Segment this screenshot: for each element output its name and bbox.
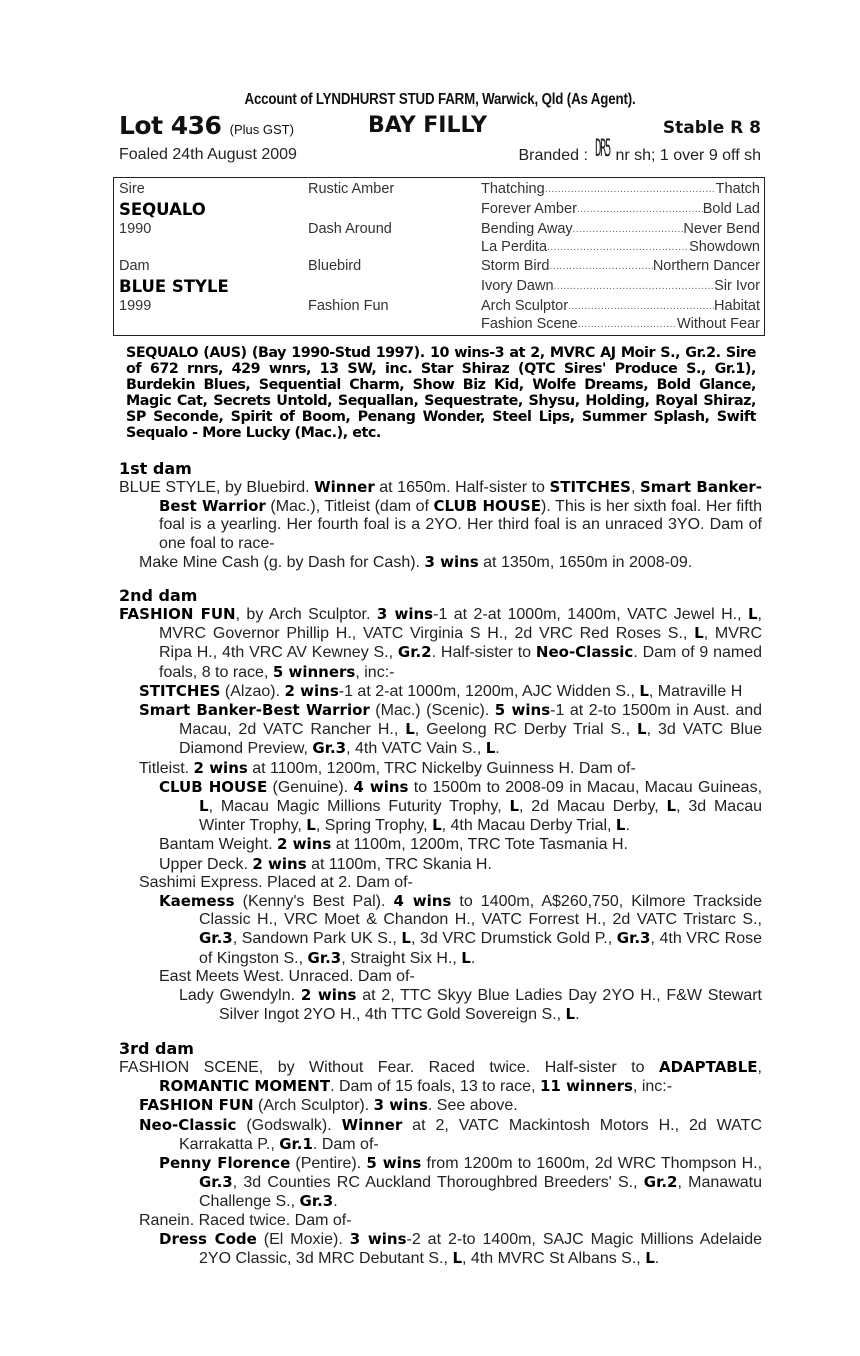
- pedigree-entry: East Meets West. Unraced. Dam of-: [159, 967, 415, 985]
- bold-text: 3 wins: [376, 605, 434, 623]
- bold-text: Kaemess: [159, 892, 235, 911]
- sire-sire: Rustic Amber: [308, 181, 395, 197]
- dam-label: Dam: [119, 258, 150, 274]
- bold-text: 2 wins: [300, 986, 357, 1005]
- branded-label: Branded :: [518, 147, 588, 164]
- section-heading: 2nd dam: [119, 586, 198, 605]
- bold-text: Gr.3: [199, 929, 233, 948]
- pedigree-entry: Bantam Weight. 2 wins at 1100m, 1200m, TRC Tote Tasmania H.: [159, 835, 628, 854]
- bold-text: 2 wins: [252, 854, 307, 873]
- bold-text: L: [666, 797, 677, 816]
- lot-row: [119, 112, 761, 140]
- bold-text: Neo-Classic: [139, 1115, 237, 1134]
- first-dam-progeny: Make Mine Cash (g. by Dash for Cash). 3 wins at 1350m, 1650m in 2008-09.: [139, 552, 693, 571]
- grandparent-row: Fashion Scene ..... Without Fear: [481, 315, 760, 334]
- lot-number: [119, 112, 294, 144]
- pedigree-entry: Neo-Classic (Godswalk). Winner at 2, VATC Mackintosh Motors H., 2d WATC Karrakatta P., Gr.1. Dam of-: [139, 1115, 762, 1153]
- pedigree-entry: FASHION FUN, by Arch Sculptor. 3 wins-1 at 2-at 1000m, 1400m, VATC Jewel H., L, MVRC Governor Phillip H., VATC Virginia S H., 2d VRC Red Roses S., L, MVRC Ripa H., 4th VRC AV Kewney S., Gr.2. Half-sister to Neo-Classic. Dam of 9 named foals, 8 to race, 5 winners, inc:-: [119, 605, 763, 681]
- bold-text: ADAPTABLE: [658, 1058, 758, 1076]
- bold-text: Gr.2: [643, 1173, 678, 1192]
- bold-text: L: [639, 681, 649, 700]
- pedigree-entry: Ranein. Raced twice. Dam of-: [139, 1211, 352, 1229]
- bold-text: L: [461, 948, 471, 967]
- sire-dam: Dash Around: [308, 221, 392, 237]
- bold-text: L: [645, 1249, 655, 1268]
- pedigree-entry: CLUB HOUSE (Genuine). 4 wins to 1500m to 2008-09 in Macau, Macau Guineas, L, Macau Magic Millions Futurity Trophy, L, 2d Macau Derby, L, 3d Macau Winter Trophy, L, Spring Trophy, L, 4th Macau Derby Trial, L.: [159, 777, 763, 835]
- bold-text: STITCHES: [549, 478, 631, 496]
- catalogue-page-header: [119, 90, 761, 167]
- bold-text: Gr.3: [199, 1173, 233, 1192]
- bold-text: Penny Florence: [159, 1154, 291, 1173]
- sire-name: SEQUALO: [119, 200, 206, 219]
- pedigree-entry: Titleist. 2 wins at 1100m, 1200m, TRC Nickelby Guinness H. Dam of-: [139, 758, 636, 777]
- bold-text: FASHION FUN: [139, 1096, 254, 1115]
- bold-text: 5 wins: [494, 701, 551, 720]
- pedigree-table: [113, 177, 765, 336]
- sire-summary: SEQUALO (AUS) (Bay 1990-Stud 1997). 10 wins-3 at 2, MVRC AJ Moir S., Gr.2. Sire of 672 rnrs, 429 wnrs, 13 SW, inc. Star Shiraz (QTC Sires' Produce S., Gr.1), Burdekin Blues, Sequential Charm, Show Biz Kid, Wolfe Dreams, Bold Glance, Magic Cat, Secrets Untold, Sequallan, Sequestrate, Shysu, Holding, Royal Shiraz, SP Seconde, Spirit of Boom, Penang Wonder, Steel Lips, Summer Splash, Swift Sequalo - More Lucky (Mac.), etc.: [126, 345, 756, 441]
- bold-text: L: [615, 816, 626, 835]
- bold-text: STITCHES: [139, 681, 221, 700]
- grandparent-row: Thatching ..... Thatch: [481, 180, 760, 199]
- grandparent-row: Ivory Dawn ..... Sir Ivor: [481, 277, 760, 296]
- bold-text: Smart Banker-Best Warrior: [159, 478, 762, 516]
- bold-text: L: [432, 816, 442, 835]
- bold-text: L: [401, 929, 411, 948]
- second-dam-entries: [119, 605, 762, 1024]
- bold-text: L: [747, 605, 758, 623]
- pedigree-entry: FASHION FUN (Arch Sculptor). 3 wins. See above.: [139, 1096, 518, 1115]
- bold-text: CLUB HOUSE: [433, 497, 542, 516]
- third-dam-section: [119, 1039, 762, 1268]
- bold-text: L: [694, 624, 704, 643]
- bold-text: L: [485, 739, 496, 758]
- bold-text: CLUB HOUSE: [159, 777, 268, 796]
- stable-location: Stable R 8: [662, 118, 761, 138]
- bold-text: 3 wins: [424, 552, 479, 571]
- bold-text: Dress Code: [159, 1229, 257, 1248]
- bold-text: 5 wins: [366, 1154, 422, 1173]
- bold-text: L: [452, 1249, 462, 1268]
- pedigree-entry: Dress Code (El Moxie). 3 wins-2 at 2-to 1400m, SAJC Magic Millions Adelaide 2YO Classic, 3d MRC Debutant S., L, 4th MVRC St Albans S., L.: [159, 1229, 763, 1268]
- bold-text: L: [306, 816, 316, 835]
- bold-text: Smart Banker-Best Warrior: [139, 701, 370, 720]
- bold-text: 4 wins: [393, 892, 452, 911]
- bold-text: 2 wins: [284, 681, 339, 700]
- bold-text: 2 wins: [193, 758, 248, 777]
- bold-text: ROMANTIC MOMENT: [159, 1077, 331, 1096]
- branded-details: nr sh; 1 over 9 off sh: [615, 147, 761, 164]
- bold-text: 4 wins: [353, 777, 409, 796]
- first-dam-section: [119, 459, 762, 572]
- bold-text: Gr.3: [616, 929, 651, 948]
- bold-text: 5 winners: [272, 662, 356, 681]
- first-dam-entry: BLUE STYLE, by Bluebird. Winner at 1650m. Half-sister to STITCHES, Smart Banker-Best Warrior (Mac.), Titleist (dam of CLUB HOUSE). This is her sixth foal. Her fifth foal is a yearling. Her fourth foal is a 2YO. Her third foal is an unraced 3YO. Dam of one foal to race-: [119, 478, 762, 552]
- bold-text: 2 wins: [276, 835, 332, 854]
- dam-sire: Bluebird: [308, 258, 362, 274]
- bold-text: Gr.3: [312, 739, 347, 758]
- lot-label: Lot 436: [119, 111, 222, 140]
- brand-info: [518, 133, 762, 168]
- pedigree-entry: Sashimi Express. Placed at 2. Dam of-: [139, 873, 413, 891]
- bold-text: 3 wins: [373, 1096, 428, 1115]
- section-heading: 3rd dam: [119, 1039, 194, 1058]
- brand-mark-icon: DR5: [595, 133, 611, 163]
- grandparent-row: Arch Sculptor ..... Habitat: [481, 297, 760, 316]
- bold-text: L: [509, 797, 520, 816]
- bold-text: L: [199, 797, 209, 816]
- bold-text: 3 wins: [349, 1229, 407, 1248]
- bold-text: L: [637, 720, 647, 739]
- pedigree-entry: Penny Florence (Pentire). 5 wins from 1200m to 1600m, 2d WRC Thompson H., Gr.3, 3d Counties RC Auckland Thoroughbred Breeders' S., Gr.2, Manawatu Challenge S., Gr.3.: [159, 1154, 763, 1211]
- grandparent-row: Bending Away ..... Never Bend: [481, 220, 760, 239]
- bold-text: FASHION FUN: [119, 605, 236, 623]
- sire-year: 1990: [119, 221, 152, 237]
- grandparent-row: Forever Amber ..... Bold Lad: [481, 200, 760, 219]
- foal-row: [119, 133, 761, 167]
- pedigree-entry: Kaemess (Kenny's Best Pal). 4 wins to 1400m, A$260,750, Kilmore Trackside Classic H., VRC Moet & Chandon H., VATC Forrest H., 2d VATC Tristarc S., Gr.3, Sandown Park UK S., L, 3d VRC Drumstick Gold P., Gr.3, 4th VRC Rose of Kingston S., Gr.3, Straight Six H., L.: [159, 892, 763, 967]
- bold-text: Gr.1: [279, 1134, 313, 1153]
- bold-text: Gr.3: [307, 948, 342, 967]
- bold-text: Winner: [314, 478, 375, 496]
- bold-text: L: [405, 720, 415, 739]
- pedigree-entry: Smart Banker-Best Warrior (Mac.) (Scenic). 5 wins-1 at 2-to 1500m in Aust. and Macau, 2d VATC Rancher H., L, Geelong RC Derby Trial S., L, 3d VATC Blue Diamond Preview, Gr.3, 4th VATC Vain S., L.: [139, 701, 763, 758]
- sex-colour: BAY FILLY: [368, 113, 488, 138]
- pedigree-entry: Upper Deck. 2 wins at 1100m, TRC Skania H.: [159, 854, 492, 873]
- dam-dam: Fashion Fun: [308, 298, 389, 314]
- bold-text: 11 winners: [539, 1077, 633, 1096]
- section-heading: 1st dam: [119, 459, 192, 478]
- grandparent-row: La Perdita ..... Showdown: [481, 238, 760, 257]
- grandparent-row: Storm Bird ..... Northern Dancer: [481, 257, 760, 276]
- bold-text: Winner: [341, 1115, 403, 1134]
- pedigree-entry: Lady Gwendyln. 2 wins at 2, TTC Skyy Blue Ladies Day 2YO H., F&W Stewart Silver Ingot 2YO H., 4th TTC Gold Sovereign S., L.: [179, 986, 762, 1024]
- bold-text: L: [565, 1005, 576, 1024]
- bold-text: Gr.3: [299, 1192, 334, 1211]
- sire-label: Sire: [119, 181, 145, 197]
- third-dam-entries: [119, 1058, 762, 1268]
- pedigree-entry: STITCHES (Alzao). 2 wins-1 at 2-at 1000m, 1200m, AJC Widden S., L, Matraville H: [139, 681, 743, 700]
- bold-text: Gr.2: [397, 643, 432, 662]
- second-dam-section: [119, 586, 762, 1024]
- dam-year: 1999: [119, 298, 152, 314]
- pedigree-entry: FASHION SCENE, by Without Fear. Raced twice. Half-sister to ADAPTABLE, ROMANTIC MOMENT. Dam of 15 foals, 13 to race, 11 winners, inc:-: [119, 1058, 762, 1096]
- gst-note: (Plus GST): [229, 122, 294, 137]
- bold-text: Neo-Classic: [535, 643, 634, 662]
- foaled-date: Foaled 24th August 2009: [119, 146, 297, 163]
- vendor-account: Account of LYNDHURST STUD FARM, Warwick, Qld (As Agent).: [244, 91, 636, 108]
- dam-name: BLUE STYLE: [119, 277, 229, 296]
